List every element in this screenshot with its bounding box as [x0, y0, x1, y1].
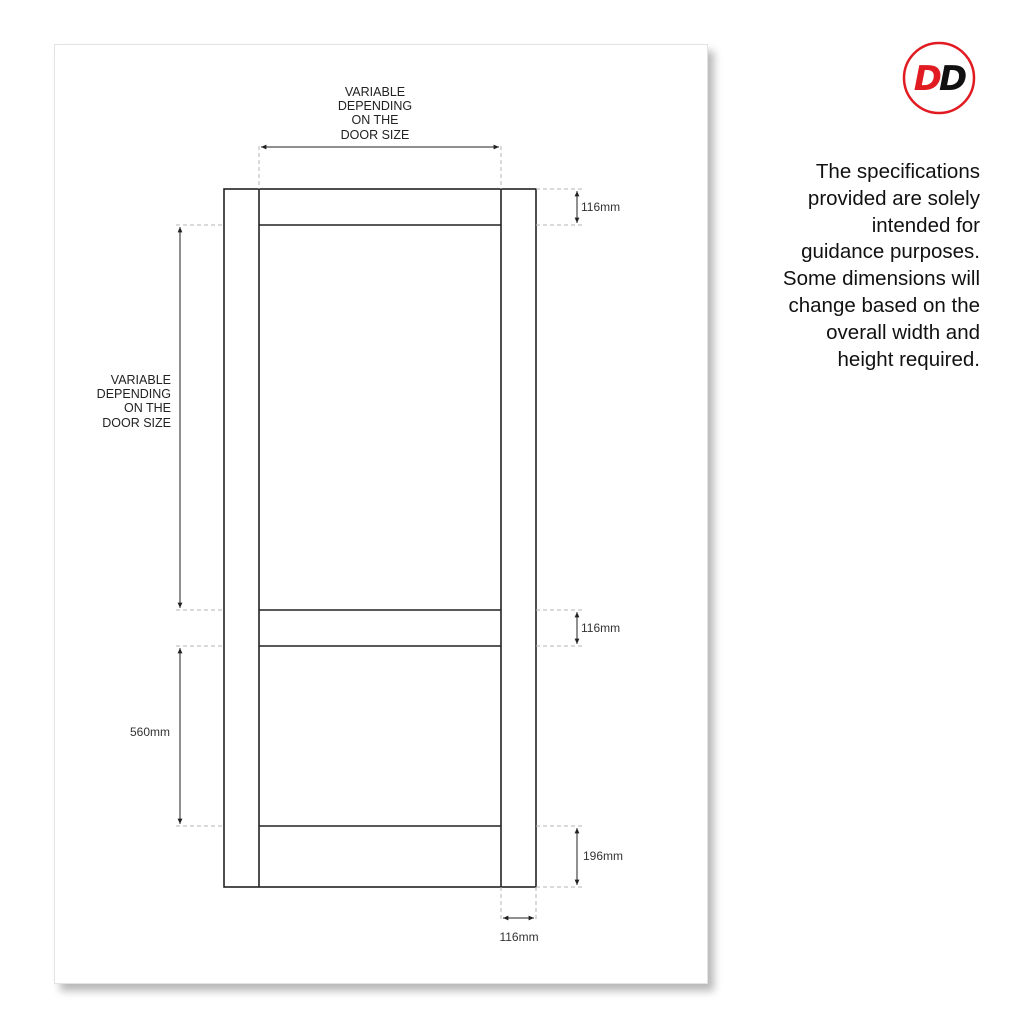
specification-note [740, 159, 980, 373]
specification-note-line: height required. [837, 347, 980, 371]
logo-letters [914, 59, 966, 99]
upper-panel-label-line-1: VARIABLE [110, 373, 171, 387]
specification-note-line: guidance purposes. [801, 240, 980, 264]
specification-note-line: overall width and [826, 320, 980, 344]
width-label-line-3: ON THE [351, 113, 399, 127]
logo-letter-first: D [913, 59, 939, 99]
specification-note-line: The specifications [815, 160, 980, 183]
width-label-line-2: DEPENDING [337, 99, 413, 113]
lower-panel-label: 560mm [129, 725, 170, 739]
width-label-line-1: VARIABLE [344, 85, 406, 99]
logo-letter-second: D [939, 59, 965, 99]
door-outline [224, 189, 536, 887]
stile-width-label: 116mm [499, 930, 539, 944]
bottom-rail-label: 196mm [583, 849, 624, 863]
specification-note-line: provided are solely [807, 186, 980, 210]
specification-note-line: intended for [871, 213, 980, 237]
extension-lines [176, 146, 582, 922]
door-frame [224, 189, 536, 887]
width-label-line-4: DOOR SIZE [340, 128, 410, 142]
mid-rail-label: 116mm [581, 621, 621, 635]
upper-panel-label-line-3: ON THE [124, 401, 171, 415]
width-label [338, 85, 412, 142]
specification-note-line: change based on the [788, 293, 980, 317]
upper-panel-label-line-2: DEPENDING [96, 387, 171, 401]
specification-note-line: Some dimensions will [782, 267, 980, 291]
brand-logo [901, 40, 977, 116]
dimension-arrows [180, 147, 577, 918]
top-rail-label: 116mm [581, 200, 621, 214]
upper-panel-label [97, 373, 171, 430]
upper-panel-label-line-4: DOOR SIZE [102, 416, 171, 430]
